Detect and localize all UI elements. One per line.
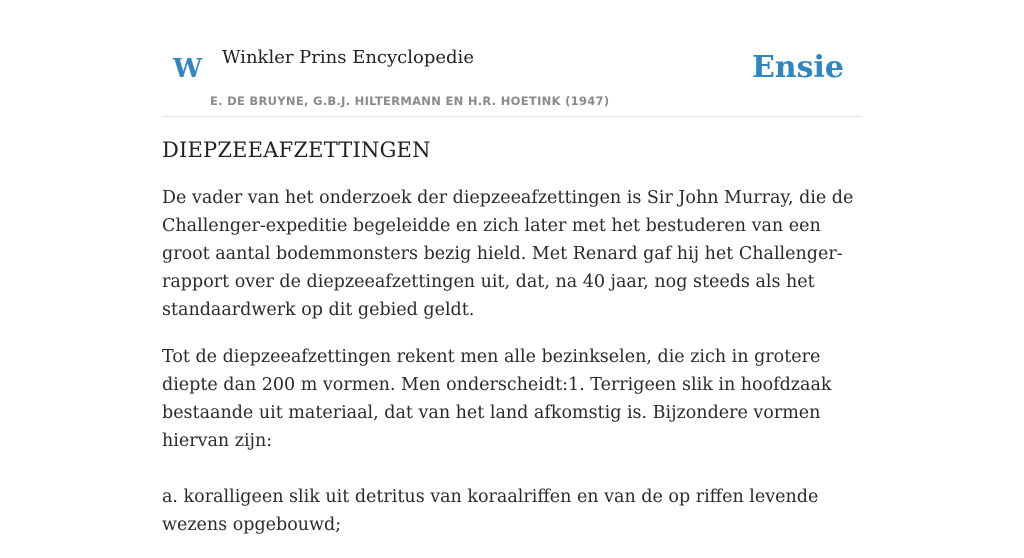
article-content bbox=[162, 138, 862, 558]
ensie-brand-link[interactable]: Ensie bbox=[751, 50, 844, 85]
header bbox=[162, 40, 862, 117]
article-title: DIEPZEEAFZETTINGEN bbox=[162, 138, 431, 162]
article-paragraph-3: a. koralligeen slik uit detritus van koraalriffen en van de op riffen levende wezens opgebouwd; bbox=[162, 487, 819, 535]
article-paragraph-1: De vader van het onderzoek der diepzeeafzettingen is Sir John Murray, die de Challenger-expeditie begeleidde en zich later met het bestuderen van een groot aantal bodemmonsters bezig hield. Met Renard gaf hij het Challenger-rapport over de diepzeeafzettingen uit, dat, na 40 jaar, nog steeds als het standaardwerk op dit gebied geldt. bbox=[162, 188, 854, 320]
publication-title[interactable]: Winkler Prins Encyclopedie bbox=[222, 47, 474, 68]
publication-logo-icon[interactable]: W bbox=[173, 54, 203, 84]
publication-authors: E. DE BRUYNE, G.B.J. HILTERMANN EN H.R. HOETINK (1947) bbox=[210, 94, 610, 108]
article-paragraph-2: Tot de diepzeeafzettingen rekent men alle bezinkselen, die zich in grotere diepte dan 200 m vormen. Men onderscheidt:1. Terrigeen slik in hoofdzaak bestaande uit materiaal, dat van het land afkomstig is. Bijzondere vormen hiervan zijn: bbox=[162, 347, 832, 451]
